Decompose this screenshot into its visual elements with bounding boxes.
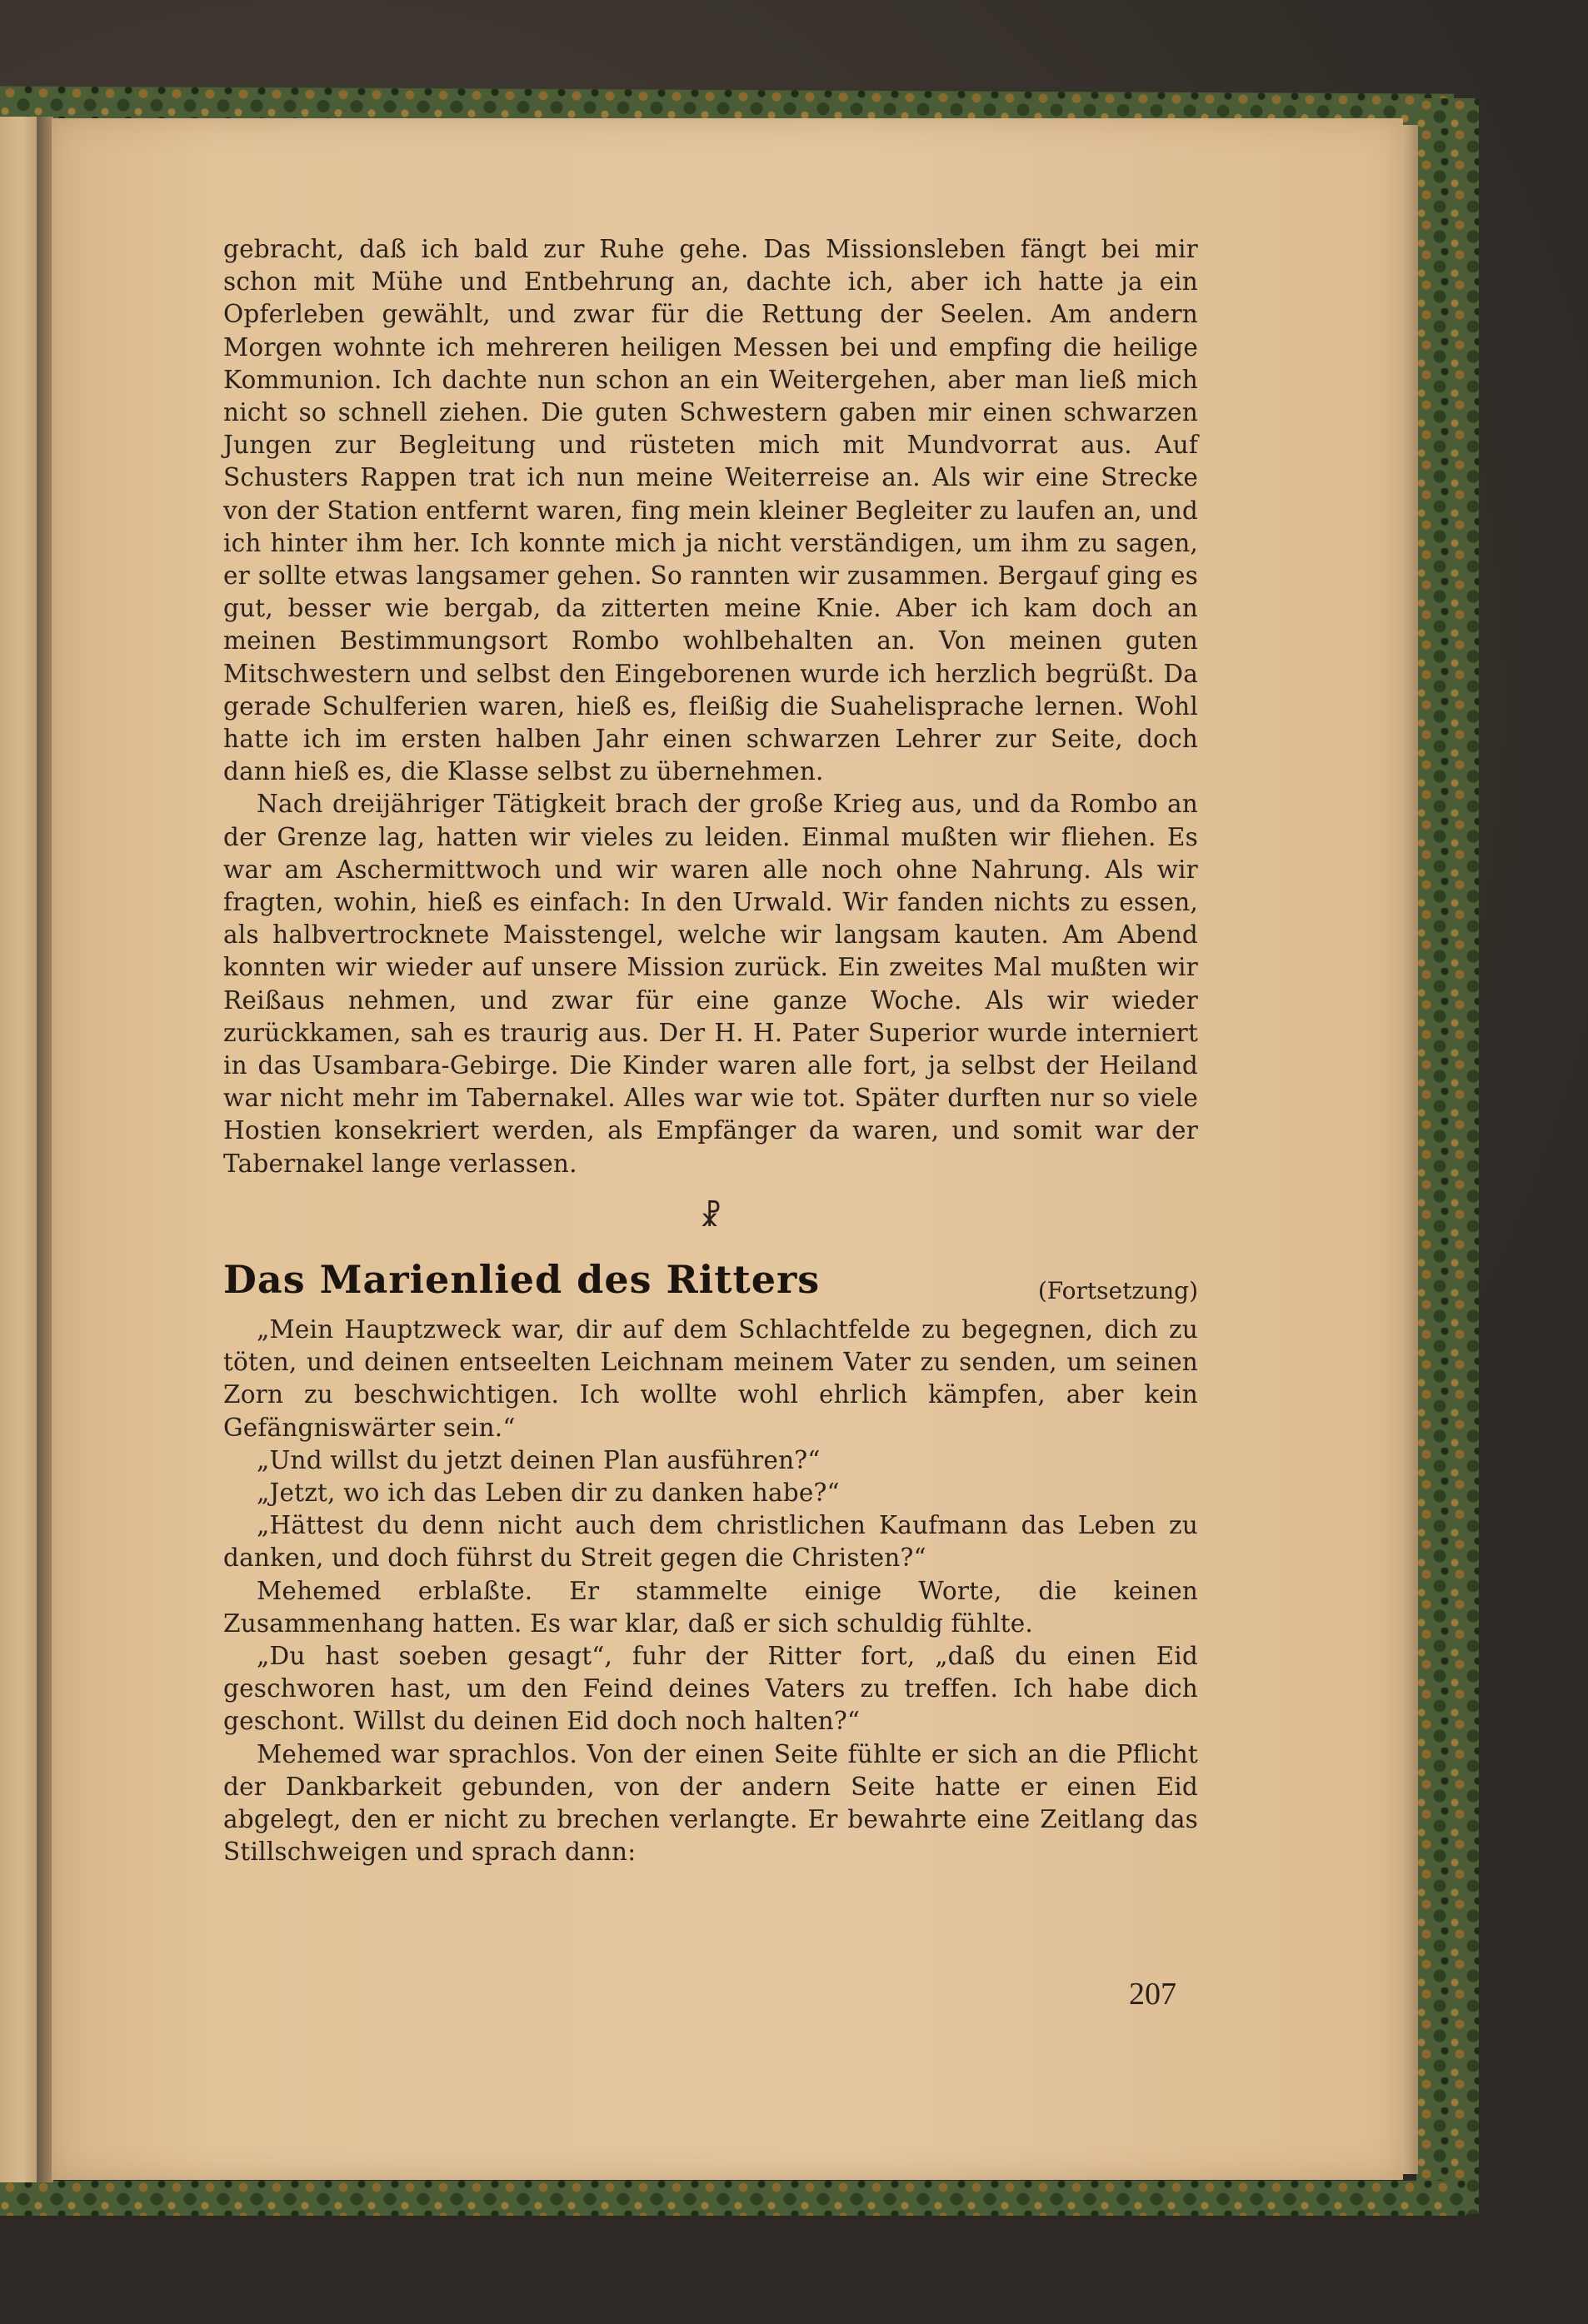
page-text — [223, 233, 1198, 1868]
paragraph: „Hättest du denn nicht auch dem christlichen Kaufmann das Leben zu danken, und doch führst du Streit gegen die Christen?“ — [223, 1511, 1198, 1573]
book-gutter — [37, 117, 53, 2182]
paragraph: Mehemed erblaßte. Er stammelte einige Worte, die keinen Zusammenhang hatten. Es war klar, daß er sich schuldig fühlte. — [223, 1576, 1198, 1638]
paragraph: gebracht, daß ich bald zur Ruhe gehe. Das Missionsleben fängt bei mir schon mit Mühe und Entbehrung an, dachte ich, aber ich hatte ja ein Opferleben gewählt, und zwar für die Rettung der Seelen. Am andern Morgen wohnte ich mehreren heiligen Messen bei und empfing die heilige Kommunion. Ich dachte nun schon an ein Weitergehen, aber man ließ mich nicht so schnell ziehen. Die guten Schwestern gaben mir einen schwarzen Jungen zur Begleitung und rüsteten mich mit Mundvorrat aus. Auf Schusters Rappen trat ich nun meine Weiterreise an. Als wir eine Strecke von der Station entfernt waren, fing mein kleiner Begleiter zu laufen an, und ich hinter ihm her. Ich konnte mich ja nicht verständigen, um ihm zu sagen, er sollte etwas langsamer gehen. So rannten wir zusammen. Bergauf ging es gut, besser wie bergab, da zitterten meine Knie. Aber ich kam doch an meinen Bestimmungsort Rombo wohlbehalten an. Von meinen guten Mitschwestern und selbst den Eingeborenen wurde ich herzlich begrüßt. Da gerade Schulferien waren, hieß es, fleißig die Suahelisprache lernen. Wohl hatte ich im ersten halben Jahr einen schwarzen Lehrer zur Seite, doch dann hieß es, die Klasse selbst zu übernehmen. — [223, 235, 1198, 786]
article-heading-row — [223, 1257, 1198, 1309]
previous-page-edge — [0, 117, 37, 2182]
paragraph: „Du hast soeben gesagt“, fuhr der Ritter fort, „daß du einen Eid geschworen hast, um den Feind deines Vaters zu treffen. Ich habe dich geschont. Willst du deinen Eid doch noch halten?“ — [223, 1641, 1198, 1736]
book-cover-right-edge — [1416, 98, 1479, 2214]
section-separator: ☧ — [699, 1199, 722, 1234]
paragraph: „Und willst du jetzt deinen Plan ausführen?“ — [257, 1445, 821, 1474]
paragraph: Nach dreijähriger Tätigkeit brach der große Krieg aus, und da Rombo an der Grenze lag, hatten wir vieles zu leiden. Einmal mußten wir fliehen. Es war am Aschermittwoch und wir waren alle noch ohne Nahrung. Als wir fragten, wohin, hieß es einfach: In den Urwald. Wir fanden nichts zu essen, als halbvertrocknete Maisstengel, welche wir langsam kauten. Am Abend konnten wir wieder auf unsere Mission zurück. Ein zweites Mal mußten wir Reißaus nehmen, und zwar für eine ganze Woche. Als wir wieder zurückkamen, sah es traurig aus. Der H. H. Pater Superior wurde interniert in das Usambara-Gebirge. Die Kinder waren alle fort, ja selbst der Heiland war nicht mehr im Tabernakel. Alles war wie tot. Später durften nur so viele Hostien konsekriert werden, als Empfänger da waren, und somit war der Tabernakel lange verlassen. — [223, 790, 1198, 1178]
paragraph: „Mein Hauptzweck war, dir auf dem Schlachtfelde zu begegnen, dich zu töten, und deinen entseelten Leichnam meinem Vater zu senden, um seinen Zorn zu beschwichtigen. Ich wollte wohl ehrlich kämpfen, aber kein Gefängniswärter sein.“ — [223, 1314, 1198, 1442]
paragraph: Mehemed war sprachlos. Von der einen Seite fühlte er sich an die Pflicht der Dankbarkeit gebunden, von der andern Seite hatte er einen Eid abgelegt, den er nicht zu brechen verlangte. Er bewahrte eine Zeitlang das Stillschweigen und sprach dann: — [223, 1739, 1198, 1867]
article-title: Das Marienlied des Ritters — [223, 1256, 821, 1302]
book-cover-bottom-edge — [0, 2181, 1466, 2216]
continuation-note: (Fortsetzung) — [1037, 1276, 1198, 1304]
page-number: 207 — [1129, 1977, 1176, 2012]
paragraph: „Jetzt, wo ich das Leben dir zu danken habe?“ — [257, 1478, 840, 1507]
page-edge — [1403, 125, 1418, 2174]
